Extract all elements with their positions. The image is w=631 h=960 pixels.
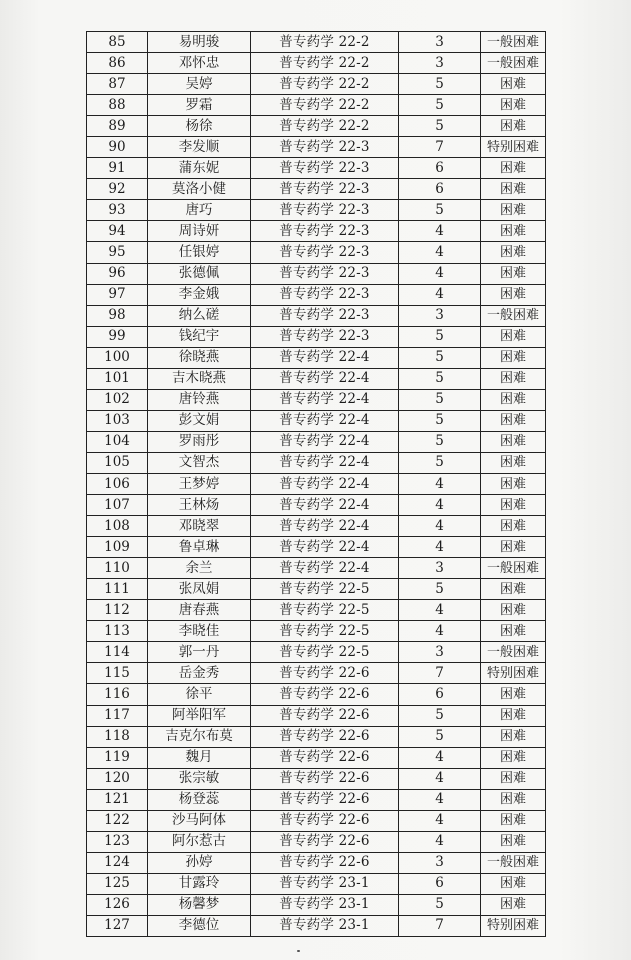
row-number-cell: 101 <box>87 368 148 389</box>
class-name-cell: 普专药学 22-3 <box>251 179 399 200</box>
difficulty-level-cell: 困难 <box>481 537 546 558</box>
table-row <box>87 810 546 831</box>
row-number-cell: 118 <box>87 726 148 747</box>
family-count-cell: 3 <box>399 558 481 579</box>
student-name-cell: 魏月 <box>148 747 251 768</box>
family-count-cell: 4 <box>399 831 481 852</box>
row-number-cell: 85 <box>87 32 148 53</box>
student-name-cell: 徐平 <box>148 684 251 705</box>
row-number-cell: 124 <box>87 852 148 873</box>
class-name-cell: 普专药学 22-6 <box>251 768 399 789</box>
difficulty-level-cell: 困难 <box>481 747 546 768</box>
family-count-cell: 3 <box>399 852 481 873</box>
class-name-cell: 普专药学 22-4 <box>251 473 399 494</box>
class-name-cell: 普专药学 22-3 <box>251 137 399 158</box>
row-number-cell: 109 <box>87 537 148 558</box>
row-number-cell: 94 <box>87 221 148 242</box>
row-number-cell: 99 <box>87 326 148 347</box>
class-name-cell: 普专药学 22-4 <box>251 431 399 452</box>
difficulty-level-cell: 困难 <box>481 389 546 410</box>
table-row <box>87 221 546 242</box>
row-number-cell: 86 <box>87 53 148 74</box>
family-count-cell: 7 <box>399 137 481 158</box>
row-number-cell: 91 <box>87 158 148 179</box>
family-count-cell: 4 <box>399 789 481 810</box>
row-number-cell: 90 <box>87 137 148 158</box>
table-row <box>87 179 546 200</box>
class-name-cell: 普专药学 22-4 <box>251 537 399 558</box>
difficulty-level-cell: 困难 <box>481 873 546 894</box>
difficulty-level-cell: 困难 <box>481 726 546 747</box>
table-row <box>87 747 546 768</box>
class-name-cell: 普专药学 22-3 <box>251 284 399 305</box>
difficulty-level-cell: 特别困难 <box>481 663 546 684</box>
table-row <box>87 326 546 347</box>
family-count-cell: 4 <box>399 747 481 768</box>
table-row <box>87 305 546 326</box>
difficulty-level-cell: 困难 <box>481 74 546 95</box>
family-count-cell: 5 <box>399 347 481 368</box>
class-name-cell: 普专药学 22-5 <box>251 600 399 621</box>
student-name-cell: 吉克尔布莫 <box>148 726 251 747</box>
difficulty-level-cell: 困难 <box>481 179 546 200</box>
table-row <box>87 431 546 452</box>
student-name-cell: 邓晓翠 <box>148 516 251 537</box>
class-name-cell: 普专药学 22-4 <box>251 347 399 368</box>
difficulty-level-cell: 特别困难 <box>481 137 546 158</box>
table-row <box>87 410 546 431</box>
row-number-cell: 125 <box>87 873 148 894</box>
difficulty-level-cell: 困难 <box>481 95 546 116</box>
family-count-cell: 5 <box>399 431 481 452</box>
row-number-cell: 121 <box>87 789 148 810</box>
difficulty-level-cell: 一般困难 <box>481 642 546 663</box>
student-name-cell: 吉木晓燕 <box>148 368 251 389</box>
table-row <box>87 452 546 473</box>
difficulty-level-cell: 困难 <box>481 263 546 284</box>
student-name-cell: 钱纪宇 <box>148 326 251 347</box>
scan-speck <box>297 950 300 952</box>
student-name-cell: 徐晓燕 <box>148 347 251 368</box>
row-number-cell: 106 <box>87 473 148 494</box>
table-row <box>87 242 546 263</box>
family-count-cell: 5 <box>399 95 481 116</box>
class-name-cell: 普专药学 22-2 <box>251 32 399 53</box>
family-count-cell: 5 <box>399 368 481 389</box>
row-number-cell: 127 <box>87 915 148 936</box>
row-number-cell: 108 <box>87 516 148 537</box>
family-count-cell: 4 <box>399 537 481 558</box>
family-count-cell: 5 <box>399 116 481 137</box>
table-row <box>87 284 546 305</box>
family-count-cell: 3 <box>399 642 481 663</box>
student-name-cell: 唐铃燕 <box>148 389 251 410</box>
table-row <box>87 495 546 516</box>
family-count-cell: 3 <box>399 32 481 53</box>
table-row <box>87 158 546 179</box>
row-number-cell: 93 <box>87 200 148 221</box>
row-number-cell: 120 <box>87 768 148 789</box>
row-number-cell: 100 <box>87 347 148 368</box>
student-name-cell: 蒲东妮 <box>148 158 251 179</box>
table-row <box>87 894 546 915</box>
family-count-cell: 5 <box>399 726 481 747</box>
row-number-cell: 107 <box>87 495 148 516</box>
class-name-cell: 普专药学 22-3 <box>251 200 399 221</box>
family-count-cell: 6 <box>399 158 481 179</box>
class-name-cell: 普专药学 22-3 <box>251 263 399 284</box>
student-name-cell: 纳么磋 <box>148 305 251 326</box>
class-name-cell: 普专药学 22-2 <box>251 53 399 74</box>
student-name-cell: 杨馨梦 <box>148 894 251 915</box>
family-count-cell: 7 <box>399 915 481 936</box>
difficulty-level-cell: 困难 <box>481 284 546 305</box>
difficulty-level-cell: 困难 <box>481 116 546 137</box>
table-row <box>87 621 546 642</box>
family-count-cell: 4 <box>399 810 481 831</box>
class-name-cell: 普专药学 22-3 <box>251 242 399 263</box>
difficulty-level-cell: 困难 <box>481 810 546 831</box>
row-number-cell: 113 <box>87 621 148 642</box>
family-count-cell: 3 <box>399 305 481 326</box>
class-name-cell: 普专药学 22-6 <box>251 663 399 684</box>
family-count-cell: 5 <box>399 326 481 347</box>
class-name-cell: 普专药学 23-1 <box>251 873 399 894</box>
class-name-cell: 普专药学 22-3 <box>251 305 399 326</box>
difficulty-level-cell: 一般困难 <box>481 558 546 579</box>
table-row <box>87 726 546 747</box>
row-number-cell: 97 <box>87 284 148 305</box>
difficulty-level-cell: 困难 <box>481 368 546 389</box>
class-name-cell: 普专药学 22-5 <box>251 621 399 642</box>
difficulty-level-cell: 困难 <box>481 473 546 494</box>
table-row <box>87 53 546 74</box>
table-row <box>87 789 546 810</box>
family-count-cell: 5 <box>399 894 481 915</box>
row-number-cell: 119 <box>87 747 148 768</box>
family-count-cell: 4 <box>399 221 481 242</box>
difficulty-level-cell: 困难 <box>481 452 546 473</box>
table-row <box>87 852 546 873</box>
family-count-cell: 3 <box>399 53 481 74</box>
class-name-cell: 普专药学 22-5 <box>251 579 399 600</box>
student-name-cell: 张德佩 <box>148 263 251 284</box>
difficulty-level-cell: 困难 <box>481 831 546 852</box>
roster-body <box>87 32 546 937</box>
difficulty-level-cell: 困难 <box>481 789 546 810</box>
student-name-cell: 李德位 <box>148 915 251 936</box>
class-name-cell: 普专药学 22-6 <box>251 810 399 831</box>
table-row <box>87 116 546 137</box>
class-name-cell: 普专药学 22-3 <box>251 158 399 179</box>
difficulty-level-cell: 困难 <box>481 431 546 452</box>
student-name-cell: 邓怀忠 <box>148 53 251 74</box>
family-count-cell: 4 <box>399 516 481 537</box>
class-name-cell: 普专药学 23-1 <box>251 894 399 915</box>
difficulty-level-cell: 困难 <box>481 768 546 789</box>
family-count-cell: 5 <box>399 452 481 473</box>
family-count-cell: 4 <box>399 284 481 305</box>
difficulty-level-cell: 一般困难 <box>481 852 546 873</box>
student-name-cell: 罗霜 <box>148 95 251 116</box>
class-name-cell: 普专药学 22-6 <box>251 831 399 852</box>
table-row <box>87 537 546 558</box>
student-name-cell: 周诗妍 <box>148 221 251 242</box>
table-row <box>87 579 546 600</box>
class-name-cell: 普专药学 22-4 <box>251 558 399 579</box>
class-name-cell: 普专药学 22-4 <box>251 368 399 389</box>
class-name-cell: 普专药学 22-3 <box>251 221 399 242</box>
student-name-cell: 易明骏 <box>148 32 251 53</box>
row-number-cell: 105 <box>87 452 148 473</box>
family-count-cell: 5 <box>399 200 481 221</box>
table-row <box>87 389 546 410</box>
difficulty-level-cell: 困难 <box>481 600 546 621</box>
class-name-cell: 普专药学 22-6 <box>251 705 399 726</box>
class-name-cell: 普专药学 22-3 <box>251 326 399 347</box>
row-number-cell: 88 <box>87 95 148 116</box>
class-name-cell: 普专药学 22-6 <box>251 789 399 810</box>
family-count-cell: 6 <box>399 179 481 200</box>
row-number-cell: 117 <box>87 705 148 726</box>
family-count-cell: 4 <box>399 600 481 621</box>
family-count-cell: 6 <box>399 873 481 894</box>
row-number-cell: 103 <box>87 410 148 431</box>
student-name-cell: 唐巧 <box>148 200 251 221</box>
family-count-cell: 5 <box>399 410 481 431</box>
row-number-cell: 89 <box>87 116 148 137</box>
family-count-cell: 5 <box>399 579 481 600</box>
student-name-cell: 阿举阳军 <box>148 705 251 726</box>
difficulty-level-cell: 困难 <box>481 221 546 242</box>
row-number-cell: 115 <box>87 663 148 684</box>
class-name-cell: 普专药学 23-1 <box>251 915 399 936</box>
difficulty-level-cell: 困难 <box>481 158 546 179</box>
class-name-cell: 普专药学 22-6 <box>251 726 399 747</box>
table-row <box>87 95 546 116</box>
row-number-cell: 92 <box>87 179 148 200</box>
row-number-cell: 111 <box>87 579 148 600</box>
family-count-cell: 4 <box>399 473 481 494</box>
table-row <box>87 368 546 389</box>
class-name-cell: 普专药学 22-4 <box>251 495 399 516</box>
student-name-cell: 张宗敏 <box>148 768 251 789</box>
student-name-cell: 郭一丹 <box>148 642 251 663</box>
student-name-cell: 鲁卓琳 <box>148 537 251 558</box>
row-number-cell: 96 <box>87 263 148 284</box>
student-name-cell: 王梦婷 <box>148 473 251 494</box>
family-count-cell: 4 <box>399 263 481 284</box>
row-number-cell: 126 <box>87 894 148 915</box>
table-row <box>87 915 546 936</box>
student-name-cell: 唐春燕 <box>148 600 251 621</box>
row-number-cell: 116 <box>87 684 148 705</box>
row-number-cell: 123 <box>87 831 148 852</box>
table-row <box>87 642 546 663</box>
table-row <box>87 768 546 789</box>
family-count-cell: 6 <box>399 684 481 705</box>
row-number-cell: 98 <box>87 305 148 326</box>
table-row <box>87 873 546 894</box>
student-name-cell: 吴婷 <box>148 74 251 95</box>
student-roster-table <box>86 31 546 937</box>
row-number-cell: 110 <box>87 558 148 579</box>
student-name-cell: 余兰 <box>148 558 251 579</box>
class-name-cell: 普专药学 22-4 <box>251 452 399 473</box>
row-number-cell: 87 <box>87 74 148 95</box>
student-name-cell: 罗雨彤 <box>148 431 251 452</box>
row-number-cell: 104 <box>87 431 148 452</box>
class-name-cell: 普专药学 22-5 <box>251 642 399 663</box>
family-count-cell: 4 <box>399 495 481 516</box>
class-name-cell: 普专药学 22-2 <box>251 95 399 116</box>
table-row <box>87 347 546 368</box>
difficulty-level-cell: 特别困难 <box>481 915 546 936</box>
student-name-cell: 文智杰 <box>148 452 251 473</box>
family-count-cell: 5 <box>399 389 481 410</box>
difficulty-level-cell: 困难 <box>481 326 546 347</box>
difficulty-level-cell: 困难 <box>481 242 546 263</box>
student-name-cell: 王林炀 <box>148 495 251 516</box>
student-name-cell: 莫洛小健 <box>148 179 251 200</box>
table-row <box>87 263 546 284</box>
row-number-cell: 114 <box>87 642 148 663</box>
student-name-cell: 阿尔惹古 <box>148 831 251 852</box>
class-name-cell: 普专药学 22-6 <box>251 747 399 768</box>
table-row <box>87 473 546 494</box>
table-row <box>87 663 546 684</box>
student-name-cell: 甘露玲 <box>148 873 251 894</box>
student-name-cell: 杨徐 <box>148 116 251 137</box>
family-count-cell: 4 <box>399 621 481 642</box>
student-name-cell: 彭文娟 <box>148 410 251 431</box>
class-name-cell: 普专药学 22-2 <box>251 116 399 137</box>
family-count-cell: 5 <box>399 705 481 726</box>
class-name-cell: 普专药学 22-4 <box>251 516 399 537</box>
family-count-cell: 4 <box>399 768 481 789</box>
student-name-cell: 张凤娟 <box>148 579 251 600</box>
difficulty-level-cell: 困难 <box>481 894 546 915</box>
row-number-cell: 95 <box>87 242 148 263</box>
table-row <box>87 137 546 158</box>
family-count-cell: 7 <box>399 663 481 684</box>
family-count-cell: 4 <box>399 242 481 263</box>
difficulty-level-cell: 困难 <box>481 410 546 431</box>
student-name-cell: 杨登蕊 <box>148 789 251 810</box>
difficulty-level-cell: 困难 <box>481 495 546 516</box>
family-count-cell: 5 <box>399 74 481 95</box>
table-row <box>87 831 546 852</box>
class-name-cell: 普专药学 22-6 <box>251 852 399 873</box>
student-name-cell: 沙马阿体 <box>148 810 251 831</box>
difficulty-level-cell: 困难 <box>481 579 546 600</box>
class-name-cell: 普专药学 22-6 <box>251 684 399 705</box>
table-row <box>87 516 546 537</box>
table-row <box>87 600 546 621</box>
difficulty-level-cell: 一般困难 <box>481 53 546 74</box>
difficulty-level-cell: 一般困难 <box>481 32 546 53</box>
difficulty-level-cell: 困难 <box>481 347 546 368</box>
table-row <box>87 32 546 53</box>
table-row <box>87 558 546 579</box>
difficulty-level-cell: 困难 <box>481 516 546 537</box>
table-row <box>87 684 546 705</box>
student-name-cell: 李金娥 <box>148 284 251 305</box>
table-row <box>87 74 546 95</box>
difficulty-level-cell: 困难 <box>481 705 546 726</box>
student-name-cell: 任银婷 <box>148 242 251 263</box>
difficulty-level-cell: 困难 <box>481 621 546 642</box>
student-name-cell: 孙婷 <box>148 852 251 873</box>
table-row <box>87 705 546 726</box>
class-name-cell: 普专药学 22-4 <box>251 410 399 431</box>
difficulty-level-cell: 困难 <box>481 684 546 705</box>
student-name-cell: 岳金秀 <box>148 663 251 684</box>
table-row <box>87 200 546 221</box>
student-name-cell: 李晓佳 <box>148 621 251 642</box>
row-number-cell: 112 <box>87 600 148 621</box>
student-name-cell: 李发顺 <box>148 137 251 158</box>
class-name-cell: 普专药学 22-2 <box>251 74 399 95</box>
row-number-cell: 122 <box>87 810 148 831</box>
row-number-cell: 102 <box>87 389 148 410</box>
difficulty-level-cell: 一般困难 <box>481 305 546 326</box>
difficulty-level-cell: 困难 <box>481 200 546 221</box>
class-name-cell: 普专药学 22-4 <box>251 389 399 410</box>
